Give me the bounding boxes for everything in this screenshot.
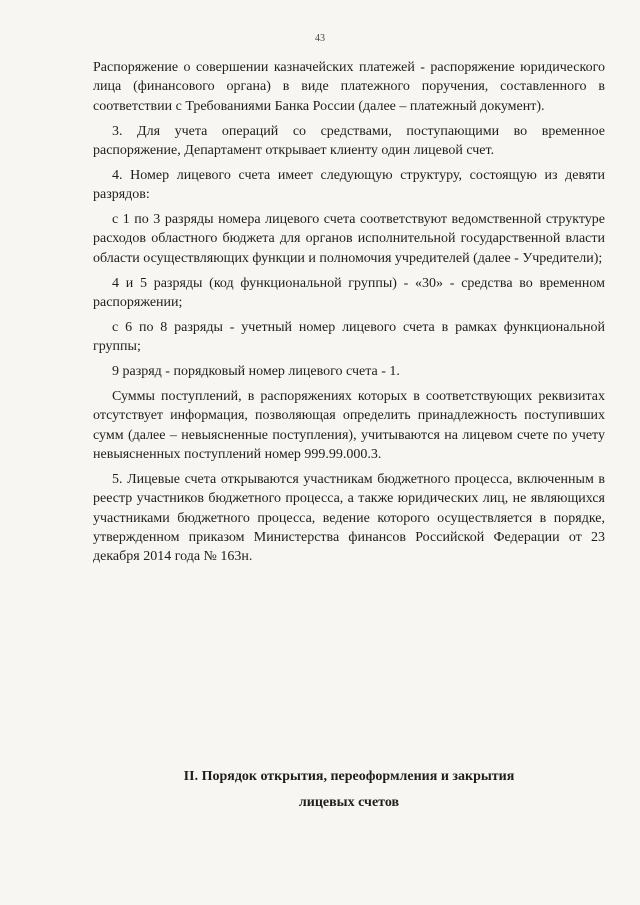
section-heading-line-2: лицевых счетов: [298, 795, 400, 810]
section-heading-line-1: II. Порядок открытия, переоформления и закрытия: [183, 769, 515, 784]
paragraph-digits-1-3: с 1 по 3 разряды номера лицевого счета соответствуют ведомственной структуре расходов областного бюджета для органов исполнительной государственной власти области осуществляющих функции и полномочия учредителей (далее - Учредители);: [93, 212, 605, 266]
document-body: [93, 58, 605, 572]
paragraph-digits-6-8: с 6 по 8 разряды - учетный номер лицевого счета в рамках функциональной группы;: [93, 319, 605, 355]
paragraph-item-5: 5. Лицевые счета открываются участникам бюджетного процесса, включенным в реестр участников бюджетного процесса, а также юридических лиц, не являющихся участниками бюджетного процесса, ведение которого осуществляется в порядке, утвержденном приказом Министерства финансов Российской Федерации от 23 декабря 2014 года № 163н.: [93, 471, 605, 565]
paragraph-payment-order: Распоряжение о совершении казначейских платежей - распоряжение юридического лица (финансового органа) в виде платежного поручения, составленного в соответствии с Требованиями Банка России (далее – платежный документ).: [93, 60, 605, 114]
paragraph-item-3: 3. Для учета операций со средствами, поступающими во временное распоряжение, Департамент открывает клиенту один лицевой счет.: [93, 123, 605, 159]
page-number: 43: [315, 33, 325, 44]
section-heading: [93, 764, 605, 816]
paragraph-digits-4-5: 4 и 5 разряды (код функциональной группы) - «30» - средства во временном распоряжении;: [93, 275, 605, 311]
paragraph-item-4: 4. Номер лицевого счета имеет следующую структуру, состоящую из девяти разрядов:: [93, 167, 605, 203]
paragraph-digit-9: 9 разряд - порядковый номер лицевого счета - 1.: [112, 364, 400, 380]
paragraph-unidentified-receipts: Суммы поступлений, в распоряжениях которых в соответствующих реквизитах отсутствует информация, позволяющая определить принадлежность поступивших сумм (далее – невыясненные поступления), учитываются на лицевом счете по учету невыясненных поступлений номер 999.99.000.3.: [93, 388, 605, 463]
